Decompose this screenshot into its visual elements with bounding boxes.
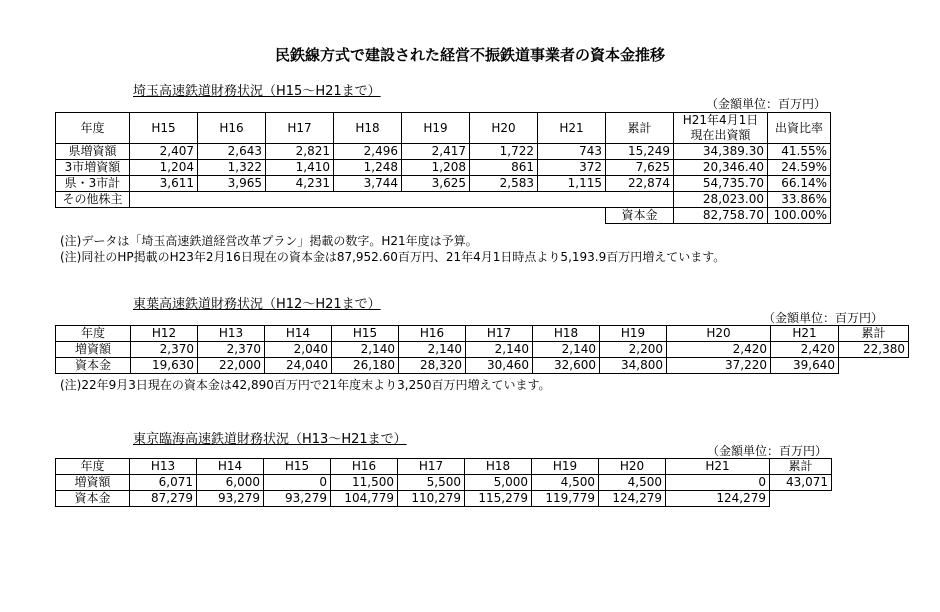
cell: 2,417 (402, 144, 470, 160)
toyo-header-h20: H20 (667, 326, 771, 342)
cell: 43,071 (770, 475, 832, 491)
cell: 20,346.40 (674, 160, 768, 176)
toyo-header-h17: H17 (466, 326, 533, 342)
toyo-header-year: 年度 (56, 326, 131, 342)
rinkai-section-title: 東京臨海高速鉄道財務状況（H13〜H21まで） (133, 432, 407, 447)
cell: 2,140 (533, 342, 600, 358)
cell: 87,279 (130, 491, 197, 507)
toyo-header-row (56, 326, 909, 342)
cell: 2,420 (771, 342, 839, 358)
cell: 124,279 (599, 491, 666, 507)
cell: 1,248 (334, 160, 402, 176)
total-label: 資本金 (606, 208, 674, 224)
cell: 2,200 (600, 342, 667, 358)
cell: 2,040 (265, 342, 332, 358)
cell: 1,722 (470, 144, 538, 160)
rinkai-header-h17: H17 (398, 459, 465, 475)
row-label: その他株主 (56, 192, 130, 208)
cell: 2,140 (466, 342, 533, 358)
cell: 11,500 (331, 475, 398, 491)
cell: 372 (538, 160, 606, 176)
cell: 22,000 (198, 358, 265, 374)
page-title: 民鉄線方式で建設された経営不振鉄道事業者の資本金推移 (274, 46, 665, 64)
toyo-table (55, 325, 909, 374)
rinkai-unit-label: （金額単位：百万円） (707, 444, 828, 458)
rinkai-header-h16: H16 (331, 459, 398, 475)
toyo-header-h14: H14 (265, 326, 332, 342)
cell: 4,500 (599, 475, 666, 491)
cell: 5,500 (398, 475, 465, 491)
cell: 2,370 (198, 342, 265, 358)
cell: 28,320 (399, 358, 466, 374)
rinkai-header-h13: H13 (130, 459, 197, 475)
empty-cell (770, 491, 832, 507)
cell: 0 (264, 475, 331, 491)
cell: 3,965 (198, 176, 266, 192)
cell: 2,583 (470, 176, 538, 192)
saitama-header-investment-line2: 現在出資額 (690, 128, 751, 142)
table-row (56, 160, 831, 176)
cell: 19,630 (131, 358, 198, 374)
toyo-note-1: (注)22年9月3日現在の資本金は42,890百万円で21年度末より3,250百万円増えています。 (60, 378, 551, 392)
cell: 3,611 (130, 176, 198, 192)
cell: 2,643 (198, 144, 266, 160)
row-label: 3市増資額 (56, 160, 130, 176)
cell: 41.55% (768, 144, 831, 160)
toyo-header-h18: H18 (533, 326, 600, 342)
saitama-header-h18: H18 (334, 113, 402, 144)
rinkai-header-h18: H18 (465, 459, 532, 475)
cell: 861 (470, 160, 538, 176)
saitama-header-h20: H20 (470, 113, 538, 144)
cell: 15,249 (606, 144, 674, 160)
cell: 2,420 (667, 342, 771, 358)
rinkai-table (55, 458, 832, 507)
cell: 33.86% (768, 192, 831, 208)
rinkai-header-h15: H15 (264, 459, 331, 475)
cell: 34,800 (600, 358, 667, 374)
toyo-header-h16: H16 (399, 326, 466, 342)
cell: 4,231 (266, 176, 334, 192)
saitama-header-investment (674, 113, 768, 144)
total-amount: 82,758.70 (674, 208, 768, 224)
saitama-header-ratio: 出資比率 (768, 113, 831, 144)
cell: 26,180 (332, 358, 399, 374)
rinkai-header-h20: H20 (599, 459, 666, 475)
cell: 119,779 (532, 491, 599, 507)
cell: 3,744 (334, 176, 402, 192)
row-label: 県増資額 (56, 144, 130, 160)
cell: 5,000 (465, 475, 532, 491)
cell: 66.14% (768, 176, 831, 192)
rinkai-header-row (56, 459, 832, 475)
rinkai-header-year: 年度 (56, 459, 130, 475)
saitama-note-2: (注)同社のHP掲載のH23年2月16日現在の資本金は87,952.60百万円、21年4月1日時点より5,193.9百万円増えています。 (60, 250, 726, 264)
cell: 24,040 (265, 358, 332, 374)
total-ratio: 100.00% (768, 208, 831, 224)
saitama-unit-label: （金額単位：百万円） (706, 97, 827, 111)
cell: 34,389.30 (674, 144, 768, 160)
toyo-header-h21: H21 (771, 326, 839, 342)
row-label: 資本金 (56, 358, 131, 374)
saitama-header-h17: H17 (266, 113, 334, 144)
cell: 1,115 (538, 176, 606, 192)
saitama-table (55, 112, 831, 224)
table-row (56, 192, 831, 208)
cell: 39,640 (771, 358, 839, 374)
cell: 30,460 (466, 358, 533, 374)
saitama-header-h19: H19 (402, 113, 470, 144)
cell: 7,625 (606, 160, 674, 176)
cell: 110,279 (398, 491, 465, 507)
row-label: 資本金 (56, 491, 130, 507)
cell: 32,600 (533, 358, 600, 374)
row-label: 増資額 (56, 342, 131, 358)
rinkai-header-cumulative: 累計 (770, 459, 832, 475)
cell: 115,279 (465, 491, 532, 507)
cell: 1,410 (266, 160, 334, 176)
rinkai-header-h21: H21 (666, 459, 770, 475)
toyo-unit-label: （金額単位：百万円） (763, 311, 884, 325)
cell: 0 (666, 475, 770, 491)
empty-cell (839, 358, 909, 374)
table-row (56, 475, 832, 491)
toyo-header-h12: H12 (131, 326, 198, 342)
cell: 2,407 (130, 144, 198, 160)
cell: 124,279 (666, 491, 770, 507)
saitama-header-investment-line1: H21年4月1日 (682, 113, 759, 127)
saitama-header-h21: H21 (538, 113, 606, 144)
total-row (56, 208, 831, 224)
toyo-header-h15: H15 (332, 326, 399, 342)
saitama-header-year: 年度 (56, 113, 130, 144)
saitama-section-title: 埼玉高速鉄道財務状況（H15〜H21まで） (133, 84, 381, 99)
cell: 93,279 (197, 491, 264, 507)
cell: 743 (538, 144, 606, 160)
cell: 93,279 (264, 491, 331, 507)
cell: 22,874 (606, 176, 674, 192)
cell: 6,000 (197, 475, 264, 491)
cell: 2,821 (266, 144, 334, 160)
table-row (56, 342, 909, 358)
saitama-header-cumulative: 累計 (606, 113, 674, 144)
saitama-header-h15: H15 (130, 113, 198, 144)
saitama-header-h16: H16 (198, 113, 266, 144)
cell: 22,380 (839, 342, 909, 358)
cell: 3,625 (402, 176, 470, 192)
cell: 28,023.00 (674, 192, 768, 208)
cell: 1,208 (402, 160, 470, 176)
saitama-header-row (56, 113, 831, 144)
table-row (56, 176, 831, 192)
cell: 2,140 (399, 342, 466, 358)
row-label: 増資額 (56, 475, 130, 491)
table-row (56, 144, 831, 160)
cell: 6,071 (130, 475, 197, 491)
cell: 2,496 (334, 144, 402, 160)
cell: 2,370 (131, 342, 198, 358)
cell: 104,779 (331, 491, 398, 507)
toyo-header-cumulative: 累計 (839, 326, 909, 342)
toyo-header-h19: H19 (600, 326, 667, 342)
row-label: 県・3市計 (56, 176, 130, 192)
cell: 1,204 (130, 160, 198, 176)
toyo-header-h13: H13 (198, 326, 265, 342)
cell: 2,140 (332, 342, 399, 358)
cell: 4,500 (532, 475, 599, 491)
saitama-note-1: (注)データは「埼玉高速鉄道経営改革プラン」掲載の数字。H21年度は予算。 (60, 234, 478, 248)
rinkai-header-h19: H19 (532, 459, 599, 475)
empty-cell (130, 192, 674, 208)
rinkai-header-h14: H14 (197, 459, 264, 475)
cell: 37,220 (667, 358, 771, 374)
table-row (56, 491, 832, 507)
cell: 24.59% (768, 160, 831, 176)
cell: 1,322 (198, 160, 266, 176)
toyo-section-title: 東葉高速鉄道財務状況（H12〜H21まで） (133, 297, 381, 312)
cell: 54,735.70 (674, 176, 768, 192)
table-row (56, 358, 909, 374)
